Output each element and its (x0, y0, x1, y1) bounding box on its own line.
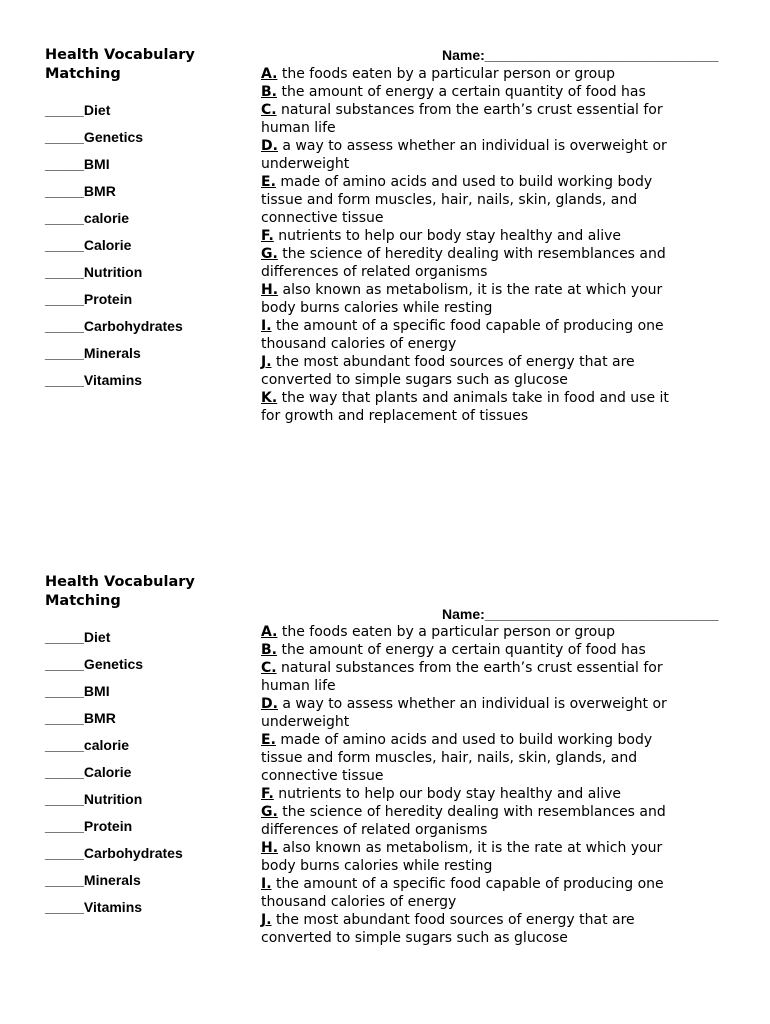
term-item-vitamins: _____Vitamins (45, 899, 143, 915)
definition-b (261, 83, 711, 101)
term-item-nutrition: _____Nutrition (45, 791, 143, 807)
definition-b (261, 641, 711, 659)
term-item-protein: _____Protein (45, 818, 133, 834)
definition-letter: C. (261, 660, 277, 676)
definition-text: the most abundant food sources of energy that are converted to simple sugars such as glucose (261, 912, 635, 946)
definition-j (261, 911, 711, 947)
definition-h (261, 839, 711, 875)
definition-text: also known as metabolism, it is the rate at which your body burns calories while resting (261, 840, 663, 874)
definition-letter: A. (261, 66, 278, 82)
definition-letter: B. (261, 84, 277, 100)
definition-text: the amount of energy a certain quantity of food has (277, 642, 646, 658)
definition-letter: E. (261, 174, 276, 190)
definition-letter: H. (261, 840, 279, 856)
definition-g (261, 803, 711, 839)
definition-letter: I. (261, 876, 272, 892)
definition-f (261, 785, 711, 803)
definition-letter: I. (261, 318, 272, 334)
definition-text: the foods eaten by a particular person or group (277, 66, 615, 82)
term-item-bmr: _____BMR (45, 183, 116, 199)
definition-text: made of amino acids and used to build working body tissue and form muscles, hair, nails, skin, glands, and connective tissue (261, 732, 653, 784)
definition-list (261, 623, 711, 947)
term-list (45, 629, 183, 926)
definition-list (261, 65, 711, 425)
term-item-genetics: _____Genetics (45, 656, 144, 672)
definition-text: a way to assess whether an individual is overweight or underweight (261, 696, 667, 730)
term-item-carbohydrates: _____Carbohydrates (45, 318, 183, 334)
definition-letter: B. (261, 642, 277, 658)
term-item-nutrition: _____Nutrition (45, 264, 143, 280)
term-item-diet: _____Diet (45, 102, 111, 118)
term-list (45, 102, 183, 399)
term-item-minerals: _____Minerals (45, 872, 141, 888)
term-item-bmi: _____BMI (45, 683, 110, 699)
name-field-label: Name:______________________________ (442, 606, 719, 622)
definition-k (261, 389, 711, 425)
term-item-carbohydrates: _____Carbohydrates (45, 845, 183, 861)
definition-text: natural substances from the earth’s crust essential for human life (261, 102, 663, 136)
definition-e (261, 173, 711, 227)
definition-text: the foods eaten by a particular person or group (277, 624, 615, 640)
definition-h (261, 281, 711, 317)
definition-letter: D. (261, 696, 278, 712)
worksheet-title: Health Vocabulary Matching (45, 47, 195, 82)
definition-text: nutrients to help our body stay healthy and alive (273, 786, 622, 802)
term-item-calorie-lower: _____calorie (45, 210, 130, 226)
definition-letter: H. (261, 282, 279, 298)
definition-letter: G. (261, 804, 278, 820)
term-item-vitamins: _____Vitamins (45, 372, 143, 388)
definition-text: a way to assess whether an individual is overweight or underweight (261, 138, 667, 172)
definition-text: the most abundant food sources of energy that are converted to simple sugars such as glucose (261, 354, 635, 388)
definition-letter: G. (261, 246, 278, 262)
definition-text: the amount of a specific food capable of producing one thousand calories of energy (261, 876, 664, 910)
definition-a (261, 65, 711, 83)
definition-a (261, 623, 711, 641)
definition-e (261, 731, 711, 785)
definition-i (261, 317, 711, 353)
definition-letter: E. (261, 732, 276, 748)
name-field-label: Name:______________________________ (442, 47, 719, 63)
definition-letter: J. (261, 354, 272, 370)
term-item-bmr: _____BMR (45, 710, 116, 726)
term-item-genetics: _____Genetics (45, 129, 144, 145)
definition-letter: J. (261, 912, 272, 928)
definition-j (261, 353, 711, 389)
definition-text: nutrients to help our body stay healthy and alive (273, 228, 622, 244)
term-item-bmi: _____BMI (45, 156, 110, 172)
definition-f (261, 227, 711, 245)
definition-text: also known as metabolism, it is the rate at which your body burns calories while resting (261, 282, 663, 316)
definition-text: the amount of a specific food capable of producing one thousand calories of energy (261, 318, 664, 352)
definition-c (261, 659, 711, 695)
definition-d (261, 695, 711, 731)
term-item-protein: _____Protein (45, 291, 133, 307)
definition-letter: F. (261, 228, 274, 244)
definition-text: the science of heredity dealing with resemblances and differences of related organisms (261, 804, 666, 838)
definition-text: natural substances from the earth’s crust essential for human life (261, 660, 663, 694)
definition-i (261, 875, 711, 911)
definition-letter: K. (261, 390, 278, 406)
definition-text: the science of heredity dealing with resemblances and differences of related organisms (261, 246, 666, 280)
definition-text: made of amino acids and used to build working body tissue and form muscles, hair, nails, skin, glands, and connective tissue (261, 174, 653, 226)
definition-c (261, 101, 711, 137)
definition-letter: F. (261, 786, 274, 802)
term-item-calorie-lower: _____calorie (45, 737, 130, 753)
definition-letter: D. (261, 138, 278, 154)
definition-d (261, 137, 711, 173)
term-item-diet: _____Diet (45, 629, 111, 645)
worksheet-title: Health Vocabulary Matching (45, 574, 195, 609)
definition-g (261, 245, 711, 281)
definition-letter: A. (261, 624, 278, 640)
definition-text: the amount of energy a certain quantity of food has (277, 84, 646, 100)
definition-letter: C. (261, 102, 277, 118)
term-item-calorie-upper: _____Calorie (45, 237, 132, 253)
term-item-minerals: _____Minerals (45, 345, 141, 361)
term-item-calorie-upper: _____Calorie (45, 764, 132, 780)
definition-text: the way that plants and animals take in food and use it for growth and replacement of tissues (261, 390, 669, 424)
